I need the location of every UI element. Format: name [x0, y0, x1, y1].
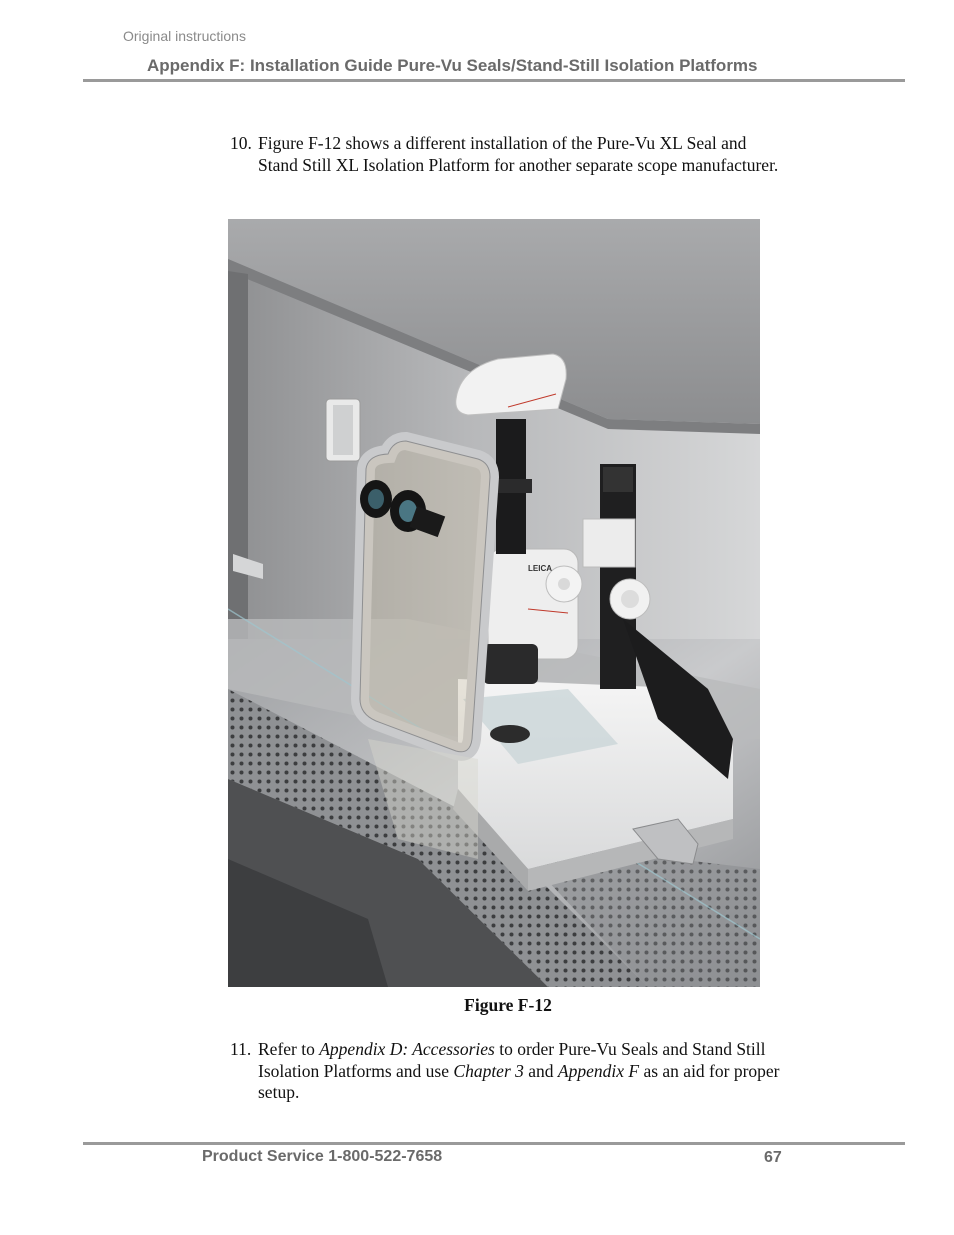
step-text-part: and — [523, 1060, 558, 1081]
step-number: 11. — [230, 1039, 252, 1059]
page-number: 67 — [764, 1149, 782, 1166]
step-text: Figure F-12 shows a different installation of the Pure-Vu XL Seal and Stand Still XL Isolation Platform for another separate scope manufacturer. — [258, 133, 779, 175]
leica-brand-marking: LEICA — [528, 564, 552, 573]
chapter-3-reference: Chapter 3 — [453, 1060, 524, 1081]
figure-caption: Figure F-12 — [464, 995, 552, 1015]
step-10 — [230, 133, 790, 176]
step-text-part: Refer to — [258, 1039, 320, 1059]
original-instructions-note: Original instructions — [123, 28, 246, 44]
step-text-part: as an aid for proper setup. — [258, 1060, 780, 1102]
page-header-title: Appendix F: Installation Guide Pure-Vu Seals/Stand-Still Isolation Platforms — [147, 56, 758, 75]
step-text-part: to order Pure-Vu Seals and Stand Still Isolation Platforms and use — [258, 1039, 766, 1081]
appendix-d-reference: Appendix D: Accessories — [319, 1039, 495, 1059]
header-rule — [83, 79, 905, 82]
footer-rule — [83, 1142, 905, 1145]
step-11 — [230, 1039, 790, 1104]
appendix-f-reference: Appendix F — [557, 1060, 640, 1081]
step-text — [230, 1039, 790, 1104]
footer-product-service: Product Service 1-800-522-7658 — [202, 1148, 443, 1165]
figure-f12-photo — [228, 219, 760, 987]
step-number: 10. — [230, 133, 252, 153]
